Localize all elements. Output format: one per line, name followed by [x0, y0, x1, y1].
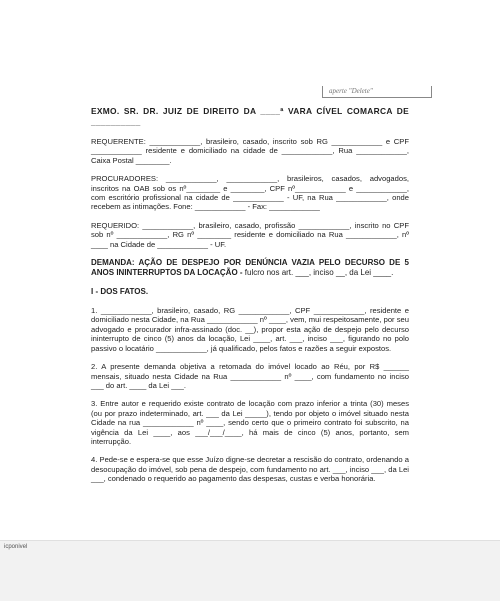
requerido-paragraph: REQUERIDO: ____________, brasileiro, casado, profissão ____________, inscrito no CPF sob nº ____________, RG nº ________ residente e domiciliado na Rua ____________, nº ____ na Cidade de ____________ - UF.: [91, 220, 409, 249]
document-title: EXMO. SR. DR. JUIZ DE DIREITO DA ____ª VARA CÍVEL COMARCA DE __________: [91, 106, 409, 127]
fato-3-paragraph: 3. Entre autor e requerido existe contrato de locação com prazo inferior a trinta (30) meses (ou por prazo indeterminado, art. ___ da Lei _____), tendo por objeto o imóvel situado nesta Cidade na rua ____________ nº ____, sendo certo que o primeiro contrato foi subscrito, na vigência da Lei ____, aos ___/___/____, há mais de cinco (5) anos, portanto, sem interrupção.: [91, 399, 409, 446]
demanda-title: DEMANDA: AÇÃO DE DESPEJO POR DENÚNCIA VAZIA PELO DECURSO DE 5 ANOS ININTERRUPTOS DA LOCAÇÃO -: [91, 258, 409, 278]
status-text: icponivel: [4, 544, 28, 550]
document-body: [91, 106, 409, 493]
requerente-paragraph: REQUERENTE: ____________, brasileiro, casado, inscrito sob RG ____________ e CPF ____________ residente e domiciliado na cidade de ____________, Rua ____________, Caixa Postal ________.: [91, 137, 409, 165]
fato-4-paragraph: 4. Pede-se e espera-se que esse Juízo digne-se decretar a rescisão do contrato, ordenando a desocupação do imóvel, sob pena de despejo, com fundamento no art. ___, inciso ___, da Lei ___, condenado o requerido ao pagamento das despesas, custas e verba honorária.: [91, 455, 409, 484]
section-heading-fatos: I - DOS FATOS.: [91, 287, 149, 297]
fato-2-paragraph: 2. A presente demanda objetiva a retomada do imóvel locado ao Réu, por R$ ______ mensais, situado nesta Cidade na Rua ____________ nº ____, com fundamento no inciso ___ do art. ____ da Lei ___.: [91, 362, 409, 390]
delete-hint-box: [322, 86, 432, 98]
fato-1-paragraph: 1. ____________, brasileiro, casado, RG ____________, CPF ____________, residente e domiciliado nesta Cidade, na Rua ____________ nº ____, vem, mui respeitosamente, por seu advogado e procurador infra-assinado (doc. __), propor esta ação de despejo pelo decurso ininterrupto de cinco (5) anos da locação, Lei ____, art. ___, inciso ___, figurando no polo passivo o locatário ____________, já qualificado, pelos fatos e razões a seguir expostos.: [91, 306, 409, 353]
demanda-basis: fulcro nos art. ___, inciso __, da Lei ____.: [242, 268, 394, 278]
status-bar: [0, 540, 500, 601]
demanda-paragraph: [91, 258, 409, 278]
delete-hint-text: aperte "Delete": [329, 87, 373, 95]
procuradores-paragraph: PROCURADORES: ____________, ____________, brasileiros, casados, advogados, inscritos na OAB sob os nº________ e ________, CPF nº____________ e ____________, com escritório profissional na cidade de ____________ - UF, na Rua ____________, onde recebem as intimações. Fone: ____________ - Fax: ____________: [91, 174, 409, 212]
